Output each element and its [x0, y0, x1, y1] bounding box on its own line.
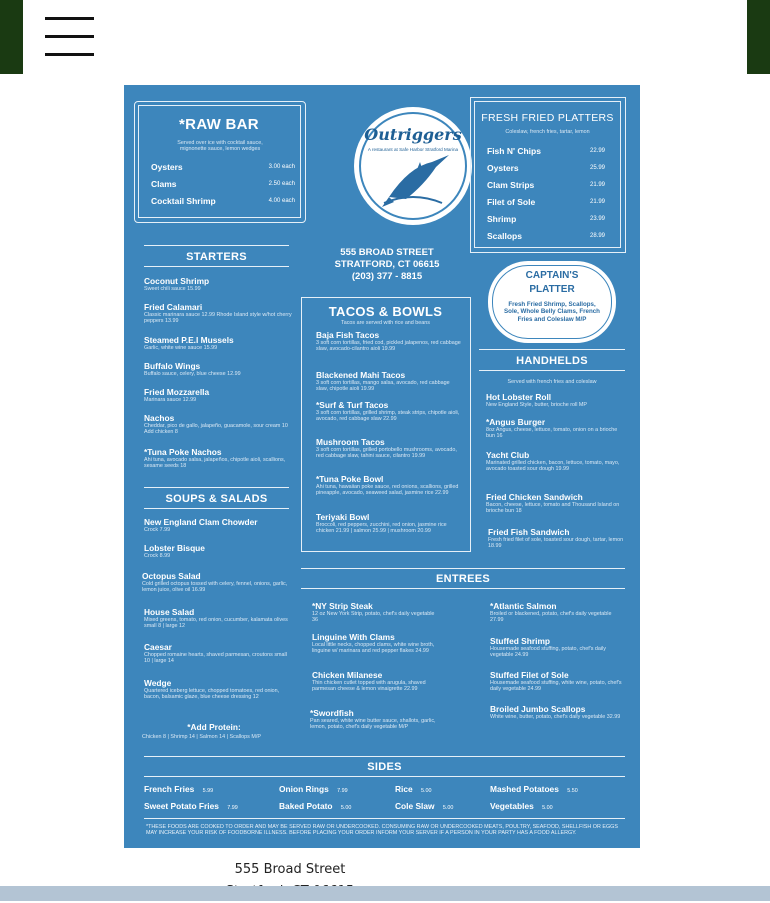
- captains-title: CAPTAIN'S PLATTER: [525, 270, 579, 295]
- tacos-title: TACOS & BOWLS: [328, 304, 443, 319]
- entree-item: Broiled Jumbo Scallops White wine, butter, potato, chef's daily vegetable 32.99: [490, 704, 621, 720]
- outriggers-logo: [354, 107, 472, 225]
- taco-item: *Tuna Poke Bowl Ahi tuna, hawaiian poke sauce, red onions, scallions, grilled pineapple, avocado, seaweed salad, jasmine rice 22.99: [316, 474, 459, 497]
- taco-item: Baja Fish Tacos 3 soft corn tortillas, fried cod, pickled jalapenos, red cabbage slaw, avocado-cilantro aioli 19.99: [316, 330, 461, 353]
- handheld-item: Fried Fish Sandwich Fresh fried filet of sole, toasted sour dough, tartar, lemon 18.99: [488, 527, 624, 550]
- list-item: Filet of Sole 21.99: [487, 196, 605, 207]
- handheld-item: Hot Lobster Roll New England Style, butter, brioche roll MP: [486, 392, 587, 408]
- contact-block: [320, 247, 454, 283]
- soup-item: Wedge Quartered iceberg lettuce, chopped tomatoes, red onion, bacon, balsamic glaze, blue cheese dressing 12: [144, 678, 280, 701]
- tacos-subtitle: Tacos are served with rice and beans: [341, 320, 430, 326]
- divider: [479, 370, 625, 371]
- side-item: Sweet Potato Fries 7.99: [144, 801, 238, 811]
- divider: [144, 266, 289, 267]
- taco-item: Teriyaki Bowl Broccoli, red peppers, zucchini, red onion, jasmine rice chicken 21.99 | salmon 25.99 | mushroom 20.99: [316, 512, 447, 535]
- starter-item: Steamed P.E.I Mussels Garlic, white wine sauce 15.99: [144, 335, 234, 351]
- starter-item: Nachos Cheddar, pico de gallo, jalapeño, guacamole, sour cream 10 Add chicken 8: [144, 413, 288, 436]
- list-item: Cocktail Shrimp 4.00 each: [151, 195, 295, 206]
- soup-item: House Salad Mixed greens, tomato, red onion, cucumber, kalamata olives small 8 | large 12: [144, 607, 288, 630]
- logo-title: Outriggers: [364, 125, 462, 144]
- divider: [144, 487, 289, 488]
- contact-city: STRATFORD, CT 06615: [334, 259, 440, 270]
- starter-item: Coconut Shrimp Sweet chili sauce 15.99: [144, 276, 210, 292]
- starter-item: Fried Calamari Classic marinara sauce 12.99 Rhode Island style w/hot cherry peppers 13.99: [144, 302, 292, 325]
- side-item: Onion Rings 7.99: [279, 784, 348, 794]
- header-accent-right: [747, 0, 770, 74]
- platters-box: [470, 97, 626, 253]
- list-item: Scallops 28.99: [487, 230, 605, 241]
- entree-item: Stuffed Shrimp Housemade seafood stuffing, potato, chef's daily vegetable 24.99: [490, 636, 607, 659]
- list-item: Oysters 25.99: [487, 162, 605, 173]
- add-protein-desc: Chicken 8 | Shrimp 14 | Salmon 14 | Scallops M/P: [142, 734, 261, 740]
- raw-bar-subtitle: Served over ice with cocktail sauce, mignonette sauce, lemon wedges: [177, 140, 263, 153]
- side-item: Mashed Potatoes 5.50: [490, 784, 578, 794]
- entrees-title: ENTREES: [435, 573, 491, 585]
- handheld-item: Yacht Club Marinated grilled chicken, bacon, lettuce, tomato, mayo, avocado toasted sour dough 19.99: [486, 450, 620, 473]
- divider: [144, 508, 289, 509]
- handheld-item: Fried Chicken Sandwich Bacon, cheese, lettuce, tomato and Thousand Island on brioche bun 18: [486, 492, 620, 515]
- starter-item: Buffalo Wings Buffalo sauce, celery, blue cheese 12.99: [144, 361, 241, 377]
- taco-item: Mushroom Tacos 3 soft corn tortillas, grilled portobello mushrooms, avocado, red cabbage slaw, tahini sauce, cilantro 19.99: [316, 437, 457, 460]
- side-item: Vegetables 5.00: [490, 801, 553, 811]
- handhelds-title: HANDHELDS: [516, 355, 588, 367]
- entree-item: Linguine With Clams Local little necks, chopped clams, white wine broth, linguine w/ marinara and red pepper flakes 24.99: [312, 632, 435, 655]
- list-item: Clams 2.50 each: [151, 178, 295, 189]
- list-item: Oysters 3.00 each: [151, 161, 295, 172]
- platters-title: FRESH FRIED PLATTERS: [481, 112, 614, 124]
- header-accent-left: [0, 0, 23, 74]
- add-protein-title: *Add Protein:: [187, 722, 241, 732]
- entree-item: *Swordfish Pan seared, white wine butter sauce, shallots, garlic, lemon, potato, chef's daily vegetable M/P: [310, 708, 436, 731]
- hamburger-menu-icon[interactable]: [45, 17, 95, 57]
- platters-list: [487, 142, 605, 244]
- divider: [144, 818, 625, 819]
- disclaimer-text: *THESE FOODS ARE COOKED TO ORDER AND MAY BE SERVED RAW OR UNDERCOOKED. CONSUMING RAW OR UNDERCOOKED MEATS, POULTRY, SEAFOOD, SHELLFISH OR EGGS MAY INCREASE YOUR RISK OF FOODBORNE ILLNESS. BEFORE PLACING YOUR ORDER INFORM YOUR SERVER IF A PERSON IN YOUR PARTY HAS A FOOD ALLERGY.: [146, 824, 618, 837]
- divider: [144, 245, 289, 246]
- divider: [144, 756, 625, 757]
- contact-phone: (203) 377 - 8815: [351, 271, 423, 282]
- divider: [301, 568, 625, 569]
- taco-item: Blackened Mahi Tacos 3 soft corn tortillas, mango salsa, avocado, red cabbage slaw, chipotle aioli 19.99: [316, 370, 450, 393]
- soup-item: Lobster Bisque Crock 8.99: [144, 543, 205, 559]
- captains-desc: Fresh Fried Shrimp, Scallops, Sole, Whole Belly Clams, French Fries and Coleslaw M/P: [504, 301, 600, 323]
- platters-subtitle: Coleslaw, french fries, tartar, lemon: [505, 129, 590, 135]
- sides-title: SIDES: [367, 761, 402, 773]
- entree-item: Chicken Milanese Thin chicken cutlet topped with arugula, shaved parmesan cheese & lemon vinaigrette 22.99: [312, 670, 426, 693]
- entree-item: *Atlantic Salmon Broiled or blackened, potato, chef's daily vegetable 27.99: [490, 601, 612, 624]
- soup-item: Caesar Chopped romaine hearts, shaved parmesan, croutons small 10 | large 14: [144, 642, 287, 665]
- logo-tagline: A restaurant at Safe Harbor Stratford Marina: [367, 147, 459, 152]
- footer-strip: [0, 886, 770, 901]
- starter-item: *Tuna Poke Nachos Ahi tuna, avocado salsa, jalapeños, chipotle aioli, scallions, sesame seeds 18: [144, 447, 286, 470]
- starter-item: Fried Mozzarella Marinara sauce 12.99: [144, 387, 210, 403]
- divider: [301, 588, 625, 589]
- soup-item: Octopus Salad Cold grilled octopus tossed with celery, fennel, onions, garlic, lemon juice, olive oil 16.99: [142, 571, 288, 594]
- entree-item: *NY Strip Steak 12 oz New York Strip, potato, chef's daily vegetable 36: [312, 601, 435, 624]
- handheld-item: *Angus Burger 8oz Angus, cheese, lettuce, tomato, onion on a brioche bun 16: [486, 417, 618, 440]
- raw-bar-title: *RAW BAR: [179, 116, 259, 133]
- raw-bar-list: [151, 158, 295, 209]
- list-item: Clam Strips 21.99: [487, 179, 605, 190]
- divider: [144, 776, 625, 777]
- captains-platter-badge: [488, 261, 616, 343]
- marlin-icon: [354, 107, 472, 225]
- soups-title: SOUPS & SALADS: [165, 493, 268, 505]
- taco-item: *Surf & Turf Tacos 3 soft corn tortillas, grilled shrimp, steak strips, chipotle aioli, avocado, red cabbage slaw 22.99: [316, 400, 460, 423]
- side-item: Rice 5.00: [395, 784, 432, 794]
- list-item: Fish N' Chips 22.99: [487, 145, 605, 156]
- contact-street: 555 BROAD STREET: [340, 247, 434, 258]
- tacos-box: [301, 297, 471, 552]
- handhelds-subtitle: Served with french fries and coleslaw: [507, 379, 597, 385]
- side-item: Baked Potato 5.00: [279, 801, 352, 811]
- raw-bar-box: [134, 101, 306, 223]
- side-item: Cole Slaw 5.00: [395, 801, 454, 811]
- side-item: French Fries 5.99: [144, 784, 214, 794]
- address-line1: 555 Broad Street: [234, 862, 346, 877]
- divider: [479, 349, 625, 350]
- entree-item: Stuffed Filet of Sole Housemade seafood stuffing, white wine, potato, chef's daily vegetable 24.99: [490, 670, 622, 693]
- list-item: Shrimp 23.99: [487, 213, 605, 224]
- menu-image: [124, 85, 640, 848]
- starters-title: STARTERS: [186, 251, 247, 263]
- soup-item: New England Clam Chowder Crock 7.99: [144, 517, 258, 533]
